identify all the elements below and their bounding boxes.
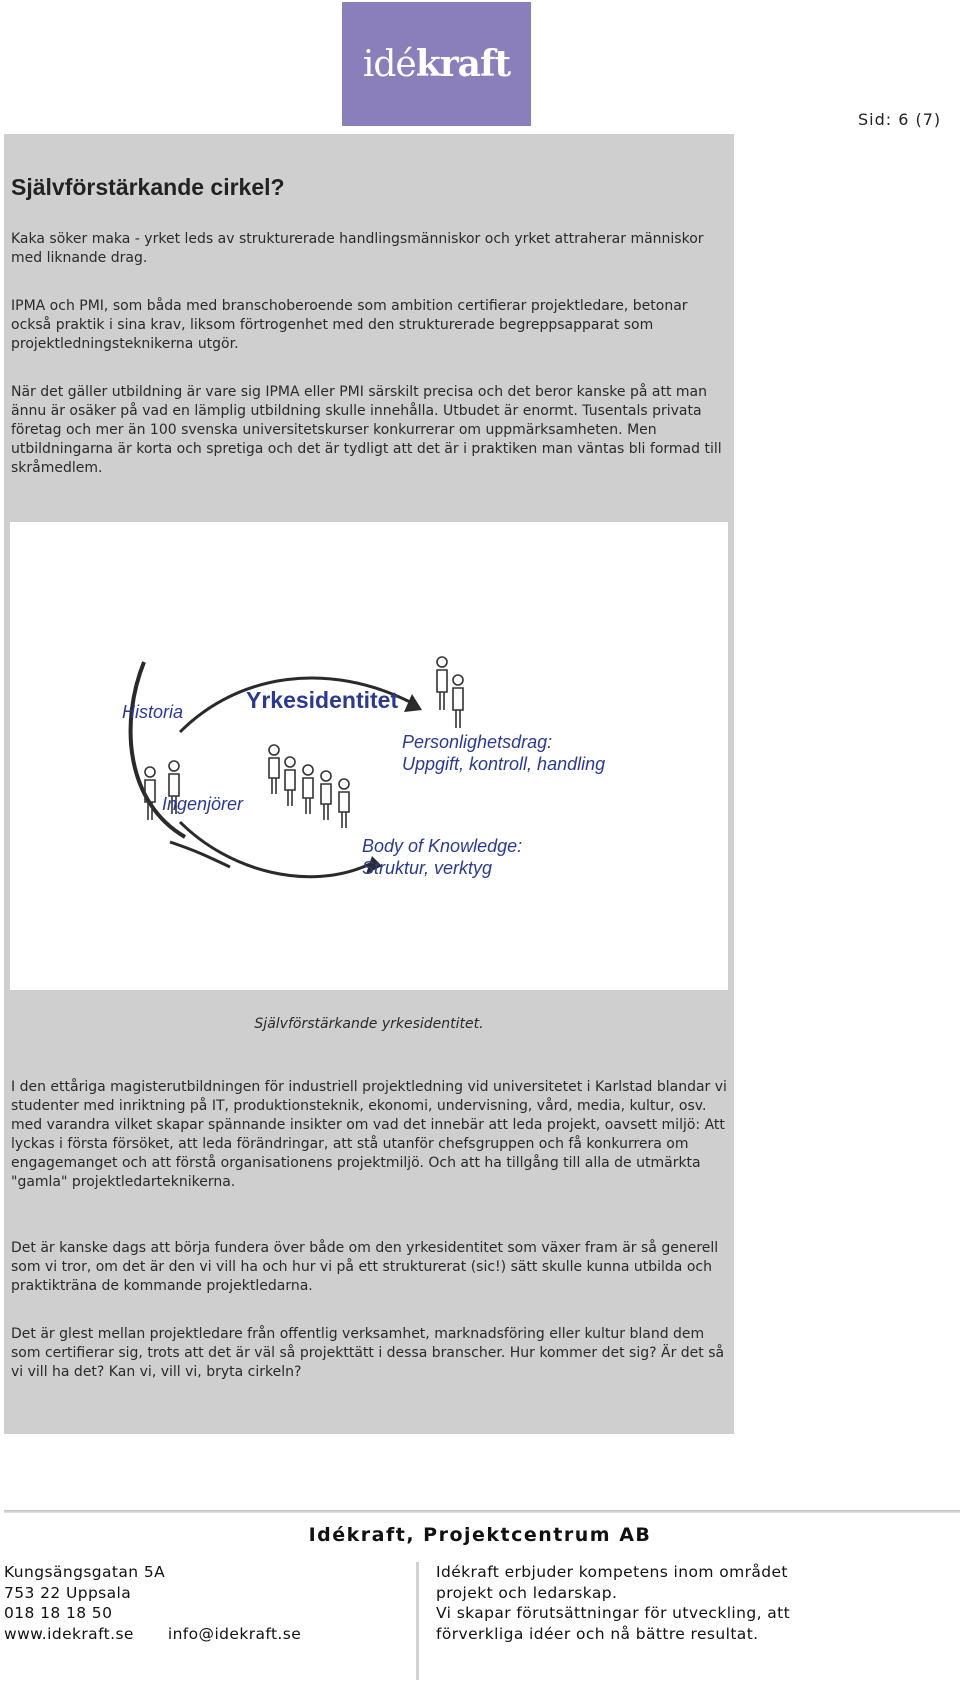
paragraph-3: När det gäller utbildning är vare sig IPMA eller PMI särskilt precisa och det beror kanske på att man ännu är osäker på vad en lämplig utbildning skulle innehålla. Utbudet är enormt. Tusentals privata företag och mer än 100 svenska universitetskurser konkurrerar om uppmärksamheten. Men utbildningarna är korta och spretiga och det är tydligt att det är i praktiken man väntas bli formad till skråmedlem. <box>11 384 722 476</box>
footer-tagline <box>436 1562 790 1644</box>
figure-caption: Självförstärkande yrkesidentitet. <box>254 1016 484 1032</box>
logo-light-part: idé <box>362 44 416 85</box>
tagline-line-2: projekt och ledarskap. <box>436 1583 618 1602</box>
paragraph-4: I den ettåriga magisterutbildningen för industriell projektledning vid universitetet i Karlstad blandar vi studenter med inriktning på IT, produktionsteknik, ekonomi, undervisning, vård, media, kultur, osv. med varandra vilket skapar spännande insikter om vad det innebär att leda projekt, oavsett miljö: Att lyckas i första försöket, att leda förändringar, att stå utanför chefsgruppen och få konkurrera om engagemanget och att förstå organisationens projektmiljö. Och att ha tillgång till alla de utmärkta "gamla" projektledarteknikerna. <box>11 1079 727 1190</box>
label-bok-2-text: Struktur, verktyg <box>362 858 493 878</box>
address-phone: 018 18 18 50 <box>4 1604 113 1622</box>
page-number: Sid: 6 (7) <box>858 110 942 129</box>
paragraph-2: IPMA och PMI, som båda med branschoberoende som ambition certifierar projektledare, betonar också praktik i sina krav, liksom förtrogenhet med den strukturerade begreppsapparat som projektledningsteknikerna utgör. <box>11 298 688 352</box>
paragraph-5: Det är kanske dags att börja fundera över både om den yrkesidentitet som växer fram är så generell som vi tror, om det är den vi vill ha och hur vi på ett strukturerat (sic!) sätt skulle kunna utbilda och praktikträna de kommande projektledarna. <box>11 1240 719 1294</box>
label-yrkesidentitet-text: Yrkesidentitet <box>246 687 399 713</box>
label-personlighet-2-text: Uppgift, kontroll, handling <box>402 754 606 774</box>
label-personlighet-1 <box>402 732 552 752</box>
website-link[interactable]: www.idekraft.se <box>4 1624 134 1643</box>
label-personlighet-1-text: Personlighetsdrag: <box>402 732 553 752</box>
label-yrkesidentitet <box>246 687 398 713</box>
label-ingenjorer <box>162 794 244 814</box>
logo-bold-part: kraft <box>415 43 511 85</box>
footer-rule <box>4 1510 960 1513</box>
tagline-line-4: förverkliga idéer och nå bättre resultat. <box>436 1624 759 1643</box>
footer-contact-row <box>4 1624 301 1645</box>
footer-divider <box>416 1562 419 1680</box>
footer-company-name: Idékraft, Projektcentrum AB <box>308 1524 652 1546</box>
label-bok-2 <box>362 858 492 878</box>
tagline-line-3: Vi skapar förutsättningar för utveckling, att <box>436 1604 791 1622</box>
footer-address <box>4 1562 301 1644</box>
tagline-line-1: Idékraft erbjuder kompetens inom området <box>436 1563 788 1581</box>
label-historia-text: Historia <box>122 702 184 722</box>
yrkesidentitet-diagram <box>10 522 728 990</box>
idekraft-logo <box>342 2 531 126</box>
paragraph-6: Det är glest mellan projektledare från offentlig verksamhet, marknadsföring eller kultur bland dem som certifierar sig, trots att det är väl så projekttätt i dessa branscher. Hur kommer det sig? Är det så vi vill ha det? Kan vi, vill vi, bryta cirkeln? <box>11 1326 725 1380</box>
logo-wordmark <box>363 43 510 85</box>
label-bok-1 <box>362 836 522 856</box>
label-personlighet-2 <box>402 754 605 774</box>
diagram-svg <box>10 522 728 990</box>
paragraph-1: Kaka söker maka - yrket leds av strukturerade handlingsmänniskor och yrket attraherar människor med liknande drag. <box>11 231 704 266</box>
article-panel <box>4 134 734 1434</box>
article-heading: Självförstärkande cirkel? <box>11 174 285 200</box>
address-city: 753 22 Uppsala <box>4 1583 132 1602</box>
label-bok-1-text: Body of Knowledge: <box>362 836 523 856</box>
label-historia <box>122 702 183 722</box>
address-street: Kungsängsgatan 5A <box>4 1563 166 1581</box>
label-ingenjorer-text: Ingenjörer <box>162 794 244 814</box>
email-link[interactable]: info@idekraft.se <box>167 1624 302 1643</box>
